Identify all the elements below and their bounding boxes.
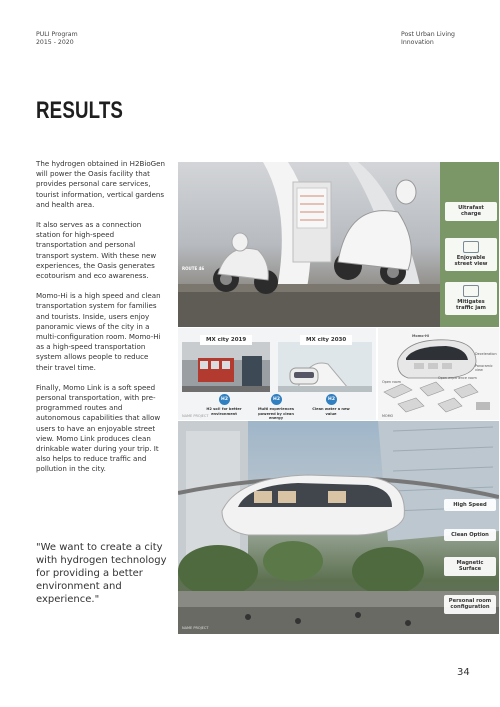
chip-magnetic-surface [444, 557, 496, 576]
label-deceleration: Deceleration [475, 352, 497, 356]
label-panoramic-view: Panoramic view [475, 364, 493, 372]
paragraph-momo-hi: Momo-Hi is a high speed and clean transportation system for families and tourists. Inside, users enjoy panoramic views of the city in a multi-configuration room. Momo-Hi as a high-speed transportation system allows people to reduce their travel time. [36, 291, 161, 372]
chip-enjoyable-street-view [445, 238, 497, 271]
mitigates-traffic-jam-label: Mitigates traffic jam [456, 299, 486, 312]
h2-badge-2: H2 [271, 394, 282, 405]
traffic-icon [463, 285, 479, 297]
paragraph-momo-link: Finally, Momo Link is a soft speed personal transportation, with pre-programmed routes and autonomous capabilities that allow users to have an enjoyable street view. Momo Link produces clean drinkable water during your trip. It also helps to reduce traffic and pollution in the city. [36, 382, 161, 474]
chip-mitigates-traffic-jam [445, 282, 497, 315]
header-program-name: PULI Program [36, 31, 78, 38]
caption-multi-experiences: Multi experiences powered by clean energy [257, 407, 295, 420]
caption-clean-water: Clean water a new value [312, 407, 350, 416]
momo-hi-city-image [178, 421, 499, 634]
label-open-room: Open room [382, 380, 401, 384]
paragraph-oasis: The hydrogen obtained in H2BioGen will power the Oasis facility that provides personal care services, tourist information, vertical gardens and health area. [36, 159, 166, 209]
mx-city-2030-label: MX city 2030 [300, 335, 352, 345]
watermark-2: NAME PROJECT [182, 626, 209, 630]
chip-clean-option [444, 529, 496, 541]
h2-badge-3: H2 [326, 394, 337, 405]
street-view-icon [463, 241, 479, 253]
ultrafast-charge-label: Ultrafast charge [458, 205, 484, 218]
mx-city-comparison-image [178, 328, 376, 420]
chip-high-speed [444, 499, 496, 511]
personal-room-configuration-label: Personal room configuration [448, 598, 492, 611]
clean-option-label: Clean Option [451, 532, 489, 538]
header-series [401, 31, 455, 47]
label-open-experience-room: Open experience room [438, 376, 477, 380]
mx-city-2019-label: MX city 2019 [200, 335, 252, 345]
header-program-years: 2015 - 2020 [36, 39, 74, 46]
header-program [36, 31, 78, 47]
momo-hi-interior-image [378, 328, 499, 420]
oasis-station-image [178, 162, 499, 327]
magnetic-surface-label: Magnetic Surface [456, 560, 484, 573]
momo-hi-title: Momo-Hi [412, 334, 429, 338]
caption-better-environment: H2 sol! for better environment [206, 407, 242, 416]
body-text [36, 159, 166, 485]
page-title: RESULTS [36, 97, 124, 124]
pull-quote: "We want to create a city with hydrogen technology for providing a better environment and experience." [36, 542, 167, 605]
page-number: 34 [457, 667, 470, 678]
momo-hi-illustration [378, 328, 499, 420]
header-series-line1: Post Urban Living [401, 31, 455, 38]
high-speed-label: High Speed [453, 502, 487, 508]
chip-ultrafast-charge [445, 202, 497, 221]
header-series-line2: Innovation [401, 39, 434, 46]
enjoyable-street-view-label: Enjoyable street view [454, 255, 488, 268]
watermark: NAME PROJECT [182, 414, 209, 418]
paragraph-connection-station: It also serves as a connection station for high-speed transportation and personal transport system. With these new experiences, the Oasis generates ecotourism and eco awareness. [36, 220, 157, 281]
route-sign: ROUTE 46 [182, 266, 205, 271]
h2-badge-1: H2 [219, 394, 230, 405]
label-momo: MOMO [382, 414, 394, 418]
chip-personal-room-configuration [444, 595, 496, 614]
